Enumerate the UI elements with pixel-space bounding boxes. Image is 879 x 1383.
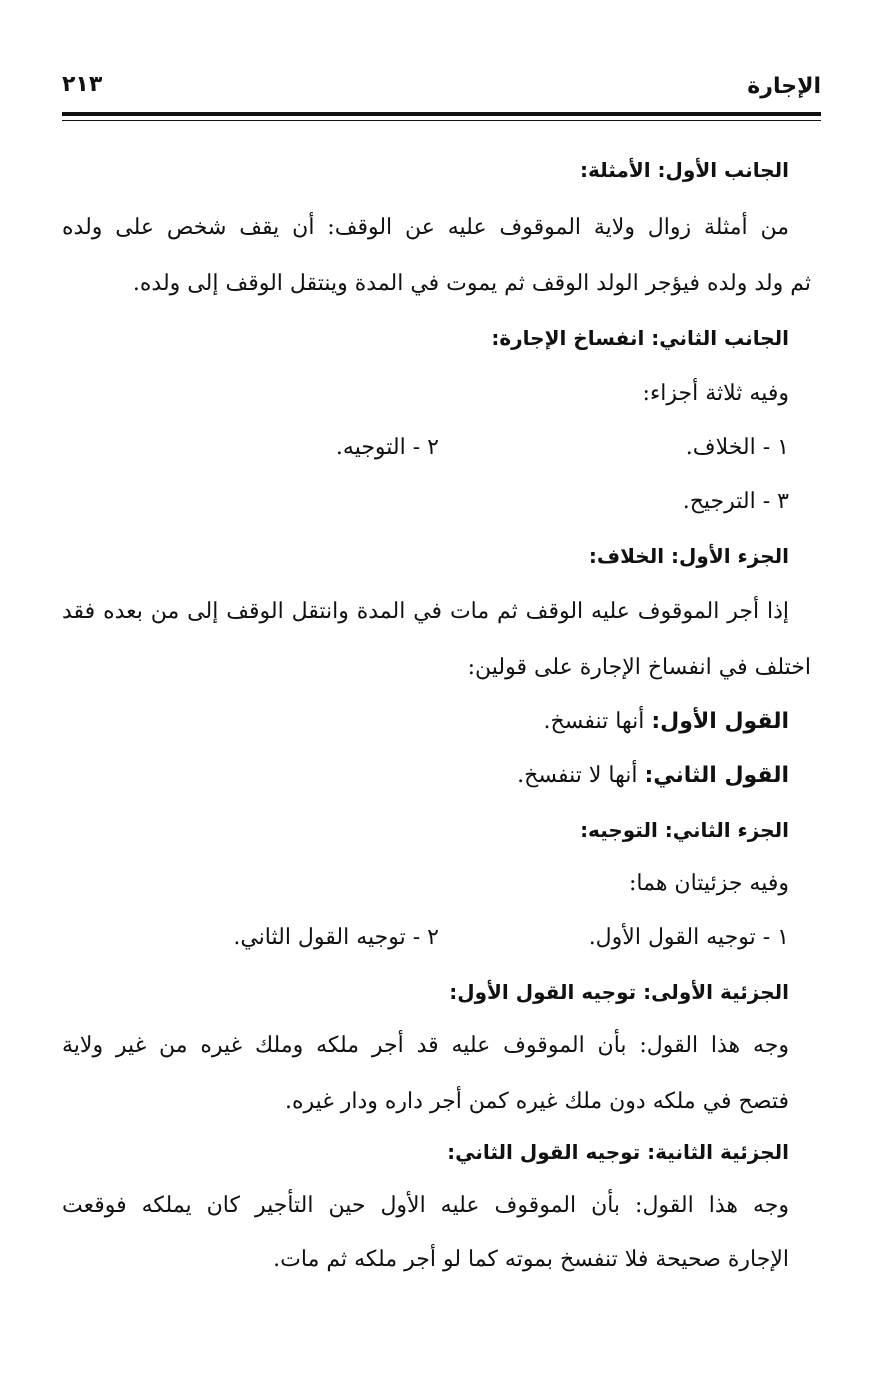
list-item: ١ - الخلاف. bbox=[685, 435, 789, 460]
list-item: ١ - توجيه القول الأول. bbox=[588, 925, 789, 950]
list-item: ٣ - الترجيح. bbox=[682, 489, 789, 514]
list-item: ٢ - التوجيه. bbox=[335, 435, 439, 460]
opinion-label: القول الثاني: bbox=[644, 763, 789, 788]
paragraph-line: وجه هذا القول: بأن الموقوف عليه الأول حين التأجير كان يملكه فوقعت bbox=[62, 1193, 789, 1218]
paragraph-line: اختلف في انفساخ الإجارة على قولين: bbox=[467, 655, 811, 680]
header-rule-thin bbox=[62, 120, 821, 121]
part-heading-justification: الجزء الثاني: التوجيه: bbox=[580, 818, 789, 842]
subpart-heading-second: الجزئية الثانية: توجيه القول الثاني: bbox=[447, 1140, 789, 1164]
header-rule-thick bbox=[62, 112, 821, 116]
paragraph-line: من أمثلة زوال ولاية الموقوف عليه عن الوقف: أن يقف شخص على ولده bbox=[62, 215, 789, 240]
subpart-heading-first: الجزئية الأولى: توجيه القول الأول: bbox=[449, 980, 789, 1004]
part-heading-disagreement: الجزء الأول: الخلاف: bbox=[588, 544, 789, 568]
page-number: ٢١٣ bbox=[62, 72, 103, 97]
paragraph-line: إذا أجر الموقوف عليه الوقف ثم مات في المدة وانتقل الوقف إلى من بعده فقد bbox=[62, 599, 789, 624]
intro-line: وفيه جزئيتان هما: bbox=[629, 871, 789, 896]
intro-line: وفيه ثلاثة أجزاء: bbox=[642, 381, 789, 406]
paragraph-line: وجه هذا القول: بأن الموقوف عليه قد أجر ملكه وملك غيره من غير ولاية bbox=[62, 1033, 789, 1058]
opinion-first bbox=[544, 706, 789, 738]
paragraph-line: ثم ولد ولده فيؤجر الولد الوقف ثم يموت في المدة وينتقل الوقف إلى ولده. bbox=[132, 271, 811, 296]
opinion-second bbox=[517, 760, 789, 792]
page-header bbox=[62, 70, 821, 110]
opinion-text: أنها لا تنفسخ. bbox=[517, 763, 638, 788]
section-heading-examples: الجانب الأول: الأمثلة: bbox=[579, 158, 789, 182]
list-item: ٢ - توجيه القول الثاني. bbox=[233, 925, 439, 950]
opinion-label: القول الأول: bbox=[651, 709, 789, 734]
opinion-text: أنها تنفسخ. bbox=[543, 709, 645, 734]
paragraph-line: فتصح في ملكه دون ملك غيره كمن أجر داره ودار غيره. bbox=[284, 1089, 789, 1114]
paragraph-line: الإجارة صحيحة فلا تنفسخ بموته كما لو أجر ملكه ثم مات. bbox=[273, 1247, 789, 1272]
section-heading-termination: الجانب الثاني: انفساخ الإجارة: bbox=[491, 326, 789, 350]
running-title: الإجارة bbox=[747, 74, 821, 99]
